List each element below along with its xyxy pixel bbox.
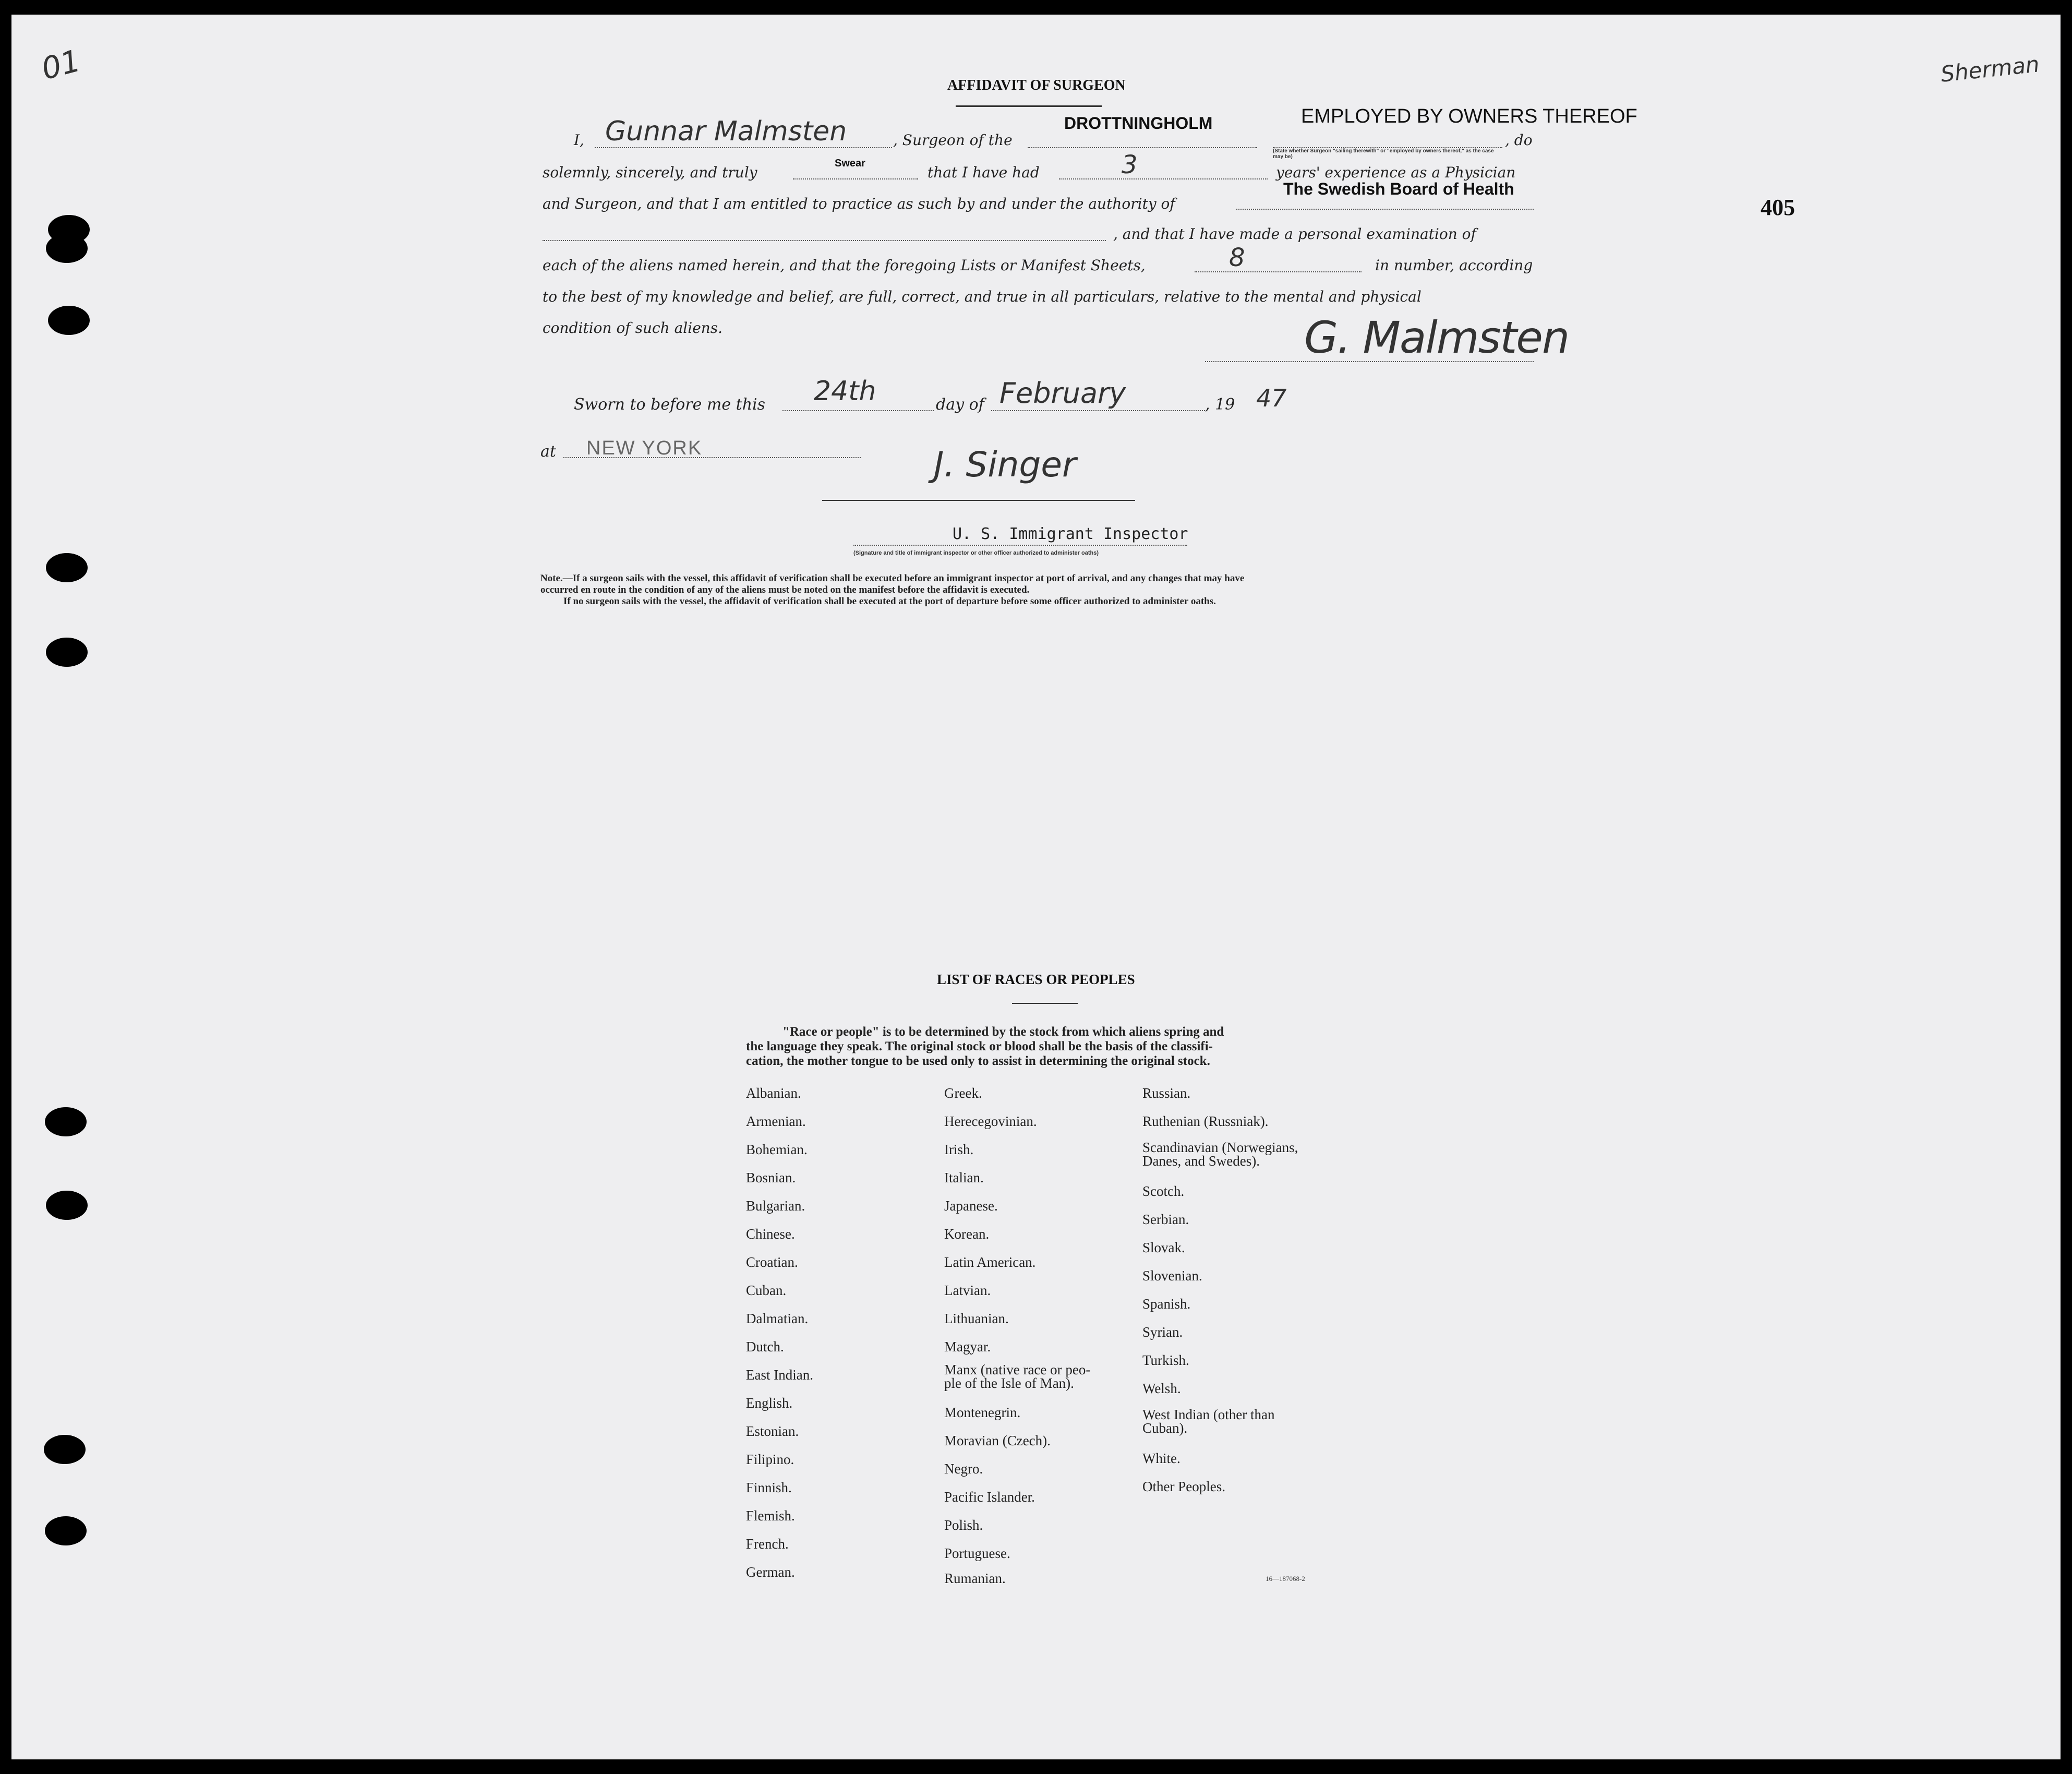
i-label: I, xyxy=(574,131,584,149)
personal-exam-label: , and that I have made a personal examination of xyxy=(1113,225,1476,243)
race-item: Slovenian. xyxy=(1142,1268,1202,1284)
surgeon-name: Gunnar Malmsten xyxy=(605,116,847,147)
race-item: East Indian. xyxy=(746,1367,813,1383)
race-item: White. xyxy=(1142,1451,1180,1466)
binder-hole xyxy=(46,638,88,667)
surgeon-of-label: , Surgeon of the xyxy=(893,131,1013,149)
place-line xyxy=(563,457,861,458)
race-item: Greek. xyxy=(944,1085,982,1101)
note-line-2: occurred en route in the condition of any of the aliens must be noted on the manifest before the affidavit is executed. xyxy=(540,584,1030,595)
year-prefix: , 19 xyxy=(1205,395,1235,414)
years-value: 3 xyxy=(1122,150,1138,179)
race-item: Bohemian. xyxy=(746,1142,808,1157)
vessel-name: DROTTNINGHOLM xyxy=(1064,114,1213,133)
race-item: Japanese. xyxy=(944,1198,998,1214)
signature-line xyxy=(1205,361,1534,362)
race-item: Korean. xyxy=(944,1226,990,1242)
race-item: Finnish. xyxy=(746,1480,792,1495)
race-item: Syrian. xyxy=(1142,1324,1183,1340)
race-item: Scandinavian (Norwegians, Danes, and Swedes). xyxy=(1142,1140,1298,1169)
race-item: Herecegovinian. xyxy=(944,1113,1037,1129)
years-experience-label: years' experience as a Physician xyxy=(1276,164,1516,181)
races-intro-1: "Race or people" is to be determined by the stock from which aliens spring and xyxy=(782,1025,1224,1039)
race-item: Ruthenian (Russniak). xyxy=(1142,1113,1269,1129)
binder-hole xyxy=(46,234,88,263)
races-title-rule xyxy=(1012,1003,1078,1004)
race-item: Magyar. xyxy=(944,1339,991,1355)
to-the-best-label: to the best of my knowledge and belief, are full, correct, and true in all particulars, relative to the mental and physical xyxy=(543,288,1422,305)
year-value: 47 xyxy=(1256,384,1287,412)
sworn-label: Sworn to before me this xyxy=(574,395,766,414)
race-item: Slovak. xyxy=(1142,1240,1185,1255)
race-item: Negro. xyxy=(944,1461,983,1477)
note-line-3: If no surgeon sails with the vessel, the affidavit of verification shall be executed at the port of departure before some officer authorized to administer oaths. xyxy=(563,596,1216,607)
inspector-signature-line xyxy=(822,500,1135,501)
race-item: Lithuanian. xyxy=(944,1311,1009,1326)
swear-value: Swear xyxy=(835,158,865,169)
race-item: Latvian. xyxy=(944,1282,991,1298)
month-value: February xyxy=(999,377,1126,410)
corner-mark-left: 01 xyxy=(38,42,85,87)
years-line xyxy=(1059,178,1268,179)
each-of-label: each of the aliens named herein, and that the foregoing Lists or Manifest Sheets, xyxy=(543,257,1146,274)
solemnly-label: solemnly, sincerely, and truly xyxy=(543,164,757,181)
race-item: Other Peoples. xyxy=(1142,1479,1225,1494)
condition-label: condition of such aliens. xyxy=(543,319,723,337)
race-item: Dalmatian. xyxy=(746,1311,809,1326)
name-line xyxy=(595,147,892,148)
race-item: Chinese. xyxy=(746,1226,795,1242)
race-item: Pacific Islander. xyxy=(944,1489,1035,1505)
state-note: (State whether Surgeon "sailing therewith" or "employed by owners thereof," as the case may be) xyxy=(1273,148,1494,160)
page-number: 405 xyxy=(1761,195,1795,220)
race-item: Scotch. xyxy=(1142,1183,1185,1199)
race-item: Manx (native race or peo- ple of the Isle of Man). xyxy=(944,1362,1091,1391)
race-item: Albanian. xyxy=(746,1085,801,1101)
affidavit-title: AFFIDAVIT OF SURGEON xyxy=(947,77,1126,93)
race-item: West Indian (other than Cuban). xyxy=(1142,1407,1275,1436)
inspector-title-line xyxy=(853,545,1187,546)
that-i-have-had-label: that I have had xyxy=(927,164,1040,181)
race-item: Portuguese. xyxy=(944,1545,1010,1561)
paper-sheet xyxy=(11,15,2061,1759)
race-item: Italian. xyxy=(944,1170,984,1185)
race-item: Dutch. xyxy=(746,1339,784,1355)
corner-mark-right: Sherman xyxy=(1939,51,2041,87)
authority-line-2 xyxy=(543,240,1106,241)
binder-hole xyxy=(48,306,90,335)
inspector-caption: (Signature and title of immigrant inspector or other officer authorized to administer oaths) xyxy=(853,550,1099,556)
race-item: Armenian. xyxy=(746,1113,806,1129)
form-number: 16—187068-2 xyxy=(1266,1575,1305,1583)
race-item: German. xyxy=(746,1564,795,1580)
note-line-1: Note.—If a surgeon sails with the vessel, this affidavit of verification shall be executed before an immigrant inspector at port of arrival, and any changes that may have xyxy=(540,573,1245,584)
race-item: French. xyxy=(746,1536,789,1552)
binder-hole xyxy=(44,1435,86,1464)
races-intro-2: the language they speak. The original stock or blood shall be the basis of the classifi- xyxy=(746,1039,1213,1053)
surgeon-signature: G. Malmsten xyxy=(1304,312,1569,363)
race-item: Rumanian. xyxy=(944,1571,1006,1586)
place-value: NEW YORK xyxy=(586,437,703,459)
day-of-label: day of xyxy=(936,395,984,414)
binder-hole xyxy=(45,1516,87,1545)
race-item: English. xyxy=(746,1395,793,1411)
race-item: Welsh. xyxy=(1142,1381,1181,1396)
day-line xyxy=(782,410,934,411)
month-line xyxy=(991,410,1205,411)
at-label: at xyxy=(540,442,556,461)
race-item: Cuban. xyxy=(746,1282,787,1298)
race-item: Turkish. xyxy=(1142,1352,1189,1368)
race-item: Flemish. xyxy=(746,1508,795,1524)
inspector-title: U. S. Immigrant Inspector xyxy=(953,525,1188,543)
authority-value: The Swedish Board of Health xyxy=(1283,179,1514,198)
race-item: Bosnian. xyxy=(746,1170,796,1185)
swear-line xyxy=(793,178,918,179)
race-item: Irish. xyxy=(944,1142,974,1157)
race-item: Russian. xyxy=(1142,1085,1191,1101)
race-item: Polish. xyxy=(944,1517,983,1533)
binder-hole xyxy=(45,1107,87,1136)
race-item: Estonian. xyxy=(746,1423,799,1439)
employment-status: EMPLOYED BY OWNERS THEREOF xyxy=(1301,105,1637,127)
sheets-value: 8 xyxy=(1229,243,1245,272)
race-item: Filipino. xyxy=(746,1452,794,1467)
authority-line xyxy=(1236,209,1534,210)
race-item: Serbian. xyxy=(1142,1212,1189,1227)
vessel-line xyxy=(1028,147,1257,148)
title-rule xyxy=(956,105,1102,107)
sheets-line xyxy=(1195,271,1362,272)
do-label: , do xyxy=(1505,131,1533,149)
race-item: Bulgarian. xyxy=(746,1198,805,1214)
race-item: Spanish. xyxy=(1142,1296,1191,1312)
day-value: 24th xyxy=(814,376,876,407)
race-item: Moravian (Czech). xyxy=(944,1433,1051,1448)
races-intro-3: cation, the mother tongue to be used only to assist in determining the original stock. xyxy=(746,1054,1210,1068)
races-title: LIST OF RACES OR PEOPLES xyxy=(937,972,1135,987)
race-item: Montenegrin. xyxy=(944,1405,1021,1420)
in-number-label: in number, according xyxy=(1375,257,1533,274)
and-surgeon-label: and Surgeon, and that I am entitled to practice as such by and under the authority of xyxy=(543,195,1175,212)
binder-hole xyxy=(46,1191,88,1220)
race-item: Croatian. xyxy=(746,1254,798,1270)
race-item: Latin American. xyxy=(944,1254,1036,1270)
inspector-signature: J. Singer xyxy=(934,445,1077,485)
binder-hole xyxy=(46,553,88,582)
